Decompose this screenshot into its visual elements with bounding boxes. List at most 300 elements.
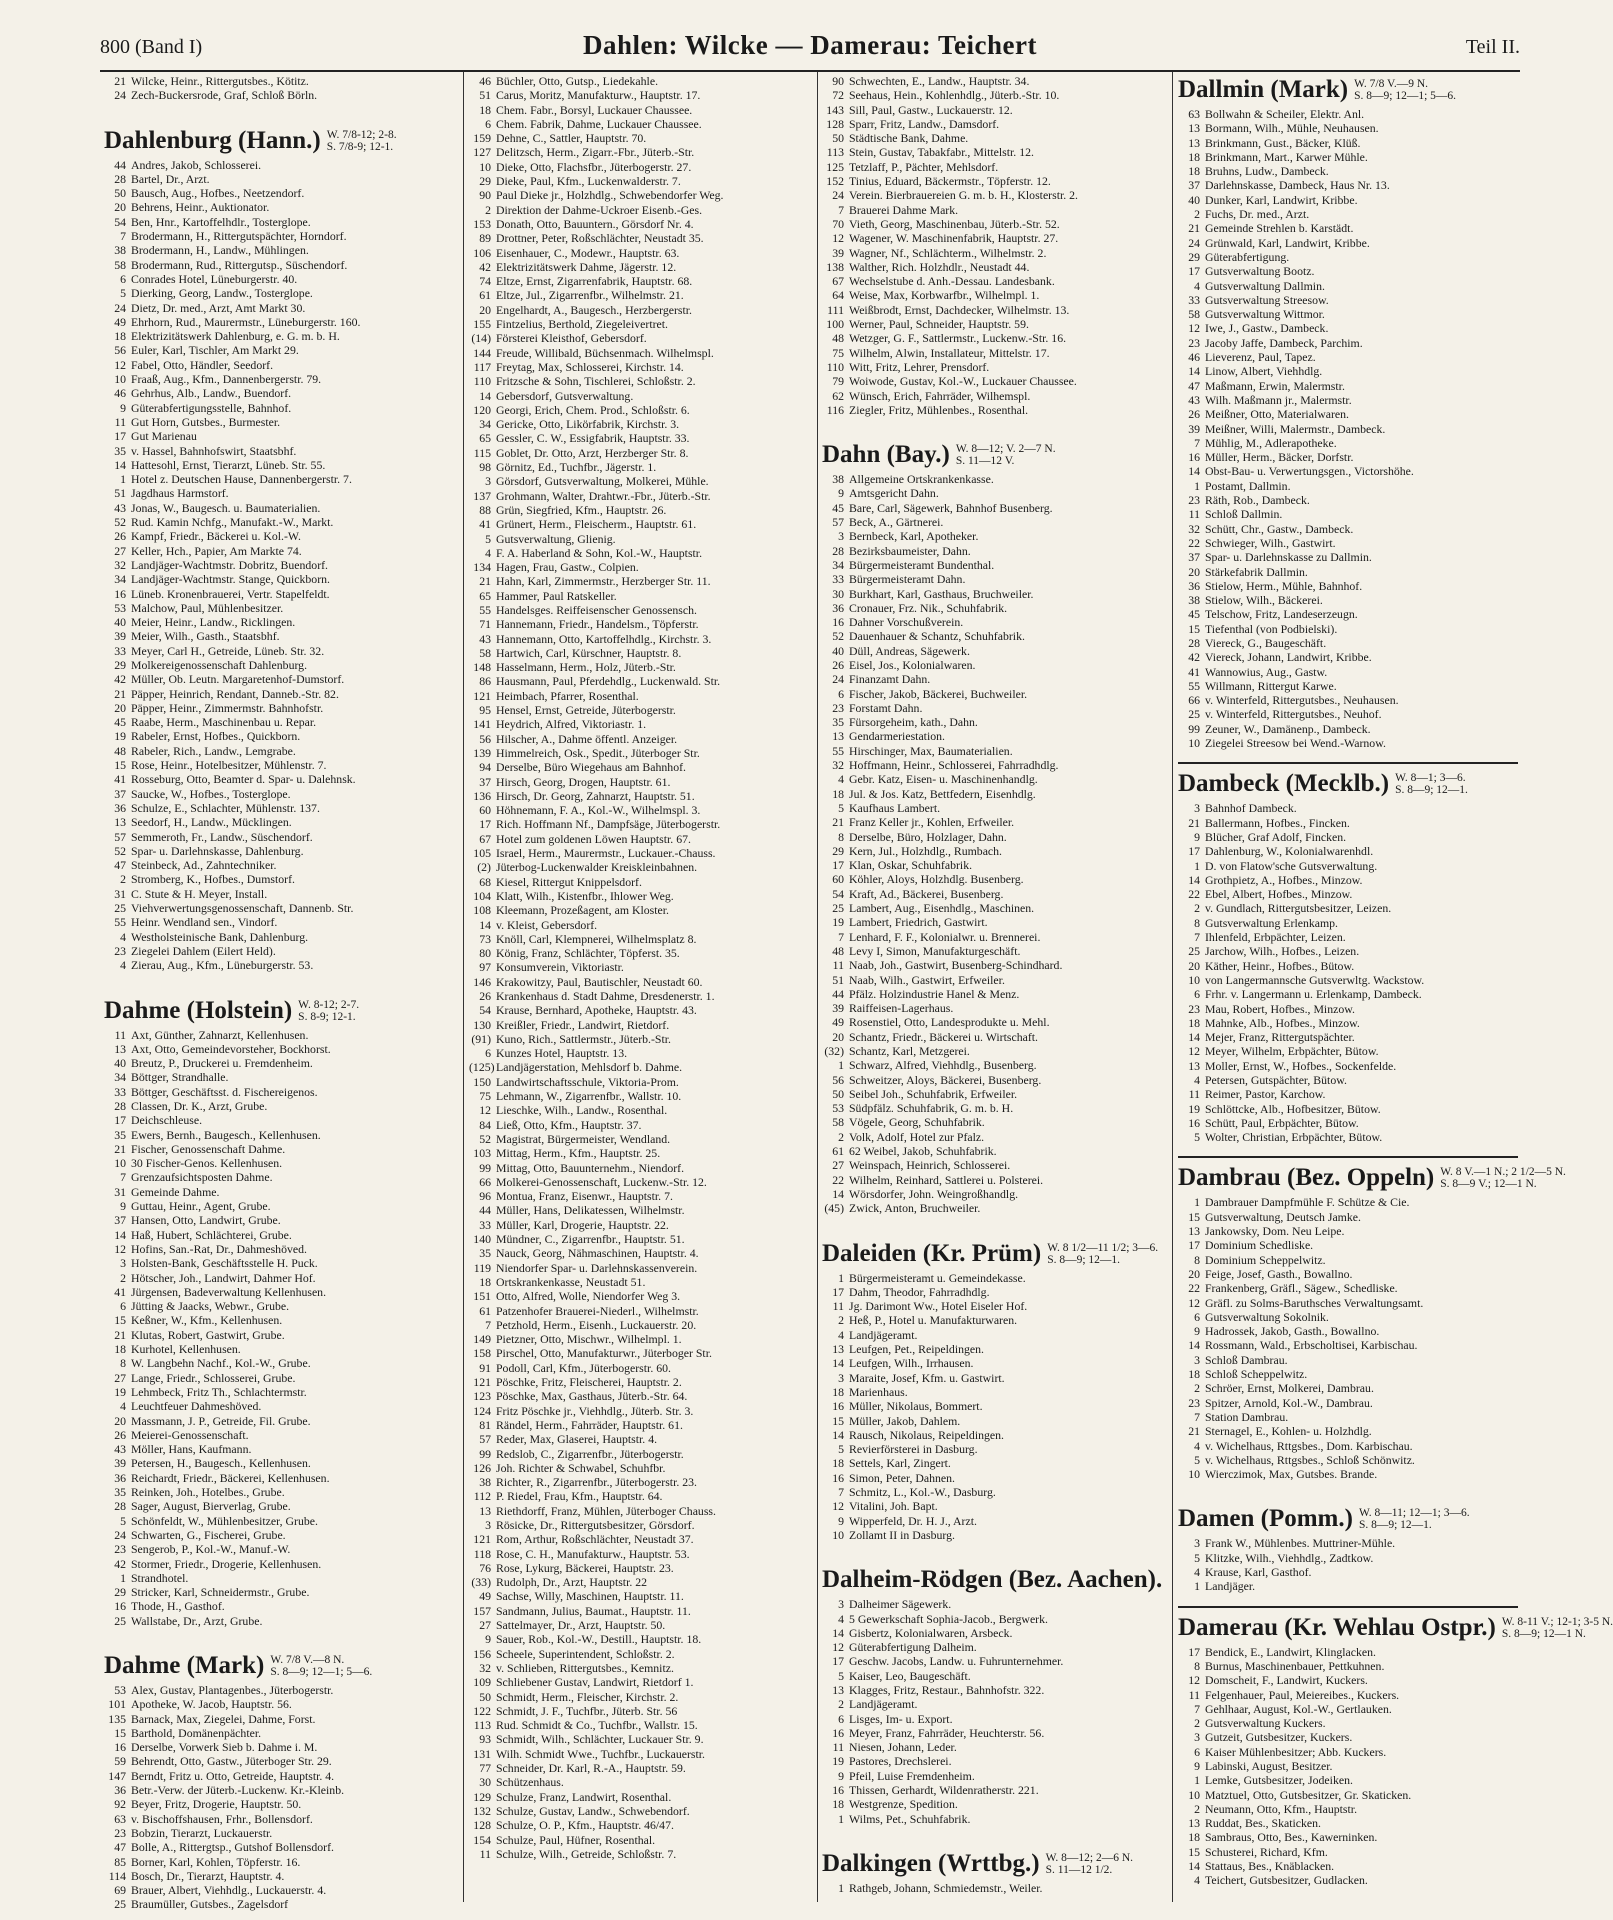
entry-number: 17 [114, 429, 126, 444]
entry-text: Landjägeramt. [849, 1697, 918, 1712]
entry-text: Gemeinde Strehlen b. Karstädt. [1205, 221, 1354, 236]
entry-number: 66 [1188, 693, 1200, 708]
entry-text: Schantz, Karl, Metzgerei. [849, 1044, 970, 1058]
entry-text: Freytag, Max, Schlosserei, Kirchstr. 14. [496, 359, 684, 374]
section-office-hours [1047, 1242, 1158, 1266]
entry-text: Böttger, Strandhalle. [131, 1070, 229, 1085]
entry-number: 50 [832, 1086, 844, 1101]
entry-text: Linow, Albert, Viehhdlg. [1205, 364, 1323, 379]
directory-entry [469, 889, 824, 903]
entry-text: Rosenstiel, Otto, Landesprodukte u. Mehl. [849, 1015, 1050, 1030]
entry-number: 5 [838, 1442, 844, 1457]
entry-number: 128 [473, 1818, 491, 1833]
entry-text: Stromberg, K., Hofbes., Dumstorf. [131, 872, 295, 887]
entry-number: 5 [120, 1513, 126, 1528]
entry-text: Keller, Hch., Papier, Am Markte 74. [131, 543, 302, 558]
directory-entry [1178, 293, 1518, 307]
directory-entry [822, 915, 1177, 929]
directory-entry [1178, 665, 1518, 679]
entry-number: 100 [826, 317, 844, 332]
entry-text: Barthold, Domänenpächter. [131, 1725, 262, 1740]
entry-text: Klatt, Wilh., Kistenfbr., Ihlower Weg. [496, 888, 674, 903]
directory-entry [104, 1285, 459, 1299]
directory-entry [104, 944, 459, 958]
entry-text: Dambrauer Dampfmühle F. Schütze & Cie. [1205, 1195, 1410, 1210]
entry-text: Spar- u. Darlehnskasse, Dahlenburg. [131, 843, 304, 858]
section-place-name: Dambrau (Bez. Oppeln) [1178, 1164, 1435, 1192]
entry-number: 5 [485, 531, 491, 546]
entry-text: Jonas, W., Baugesch. u. Baumaterialien. [131, 500, 321, 515]
directory-entry [104, 1385, 459, 1399]
entry-number: 21 [1188, 1424, 1200, 1439]
entry-number: 14 [1188, 464, 1200, 479]
directory-entry [822, 958, 1177, 972]
directory-entry [1178, 887, 1518, 901]
directory-entry [822, 1030, 1177, 1044]
entry-number: 13 [1188, 1058, 1200, 1073]
entry-text: Lambert, Aug., Eisenhdlg., Maschinen. [849, 901, 1035, 916]
entry-text: Bahnhof Dambeck. [1205, 801, 1297, 816]
directory-entry [1178, 1338, 1518, 1352]
directory-entry [822, 374, 1177, 388]
entry-number: 3 [838, 1597, 844, 1612]
entry-text: Mündner, C., Zigarrenfbr., Hauptstr. 51. [496, 1232, 685, 1247]
directory-entry [1178, 916, 1518, 930]
entry-text: Schwarz, Alfred, Viehhdlg., Busenberg. [849, 1058, 1037, 1073]
entry-number: 7 [838, 929, 844, 944]
entry-text: Stielow, Wilh., Bäckerei. [1205, 593, 1323, 608]
entry-text: Brauerei Dahme Mark. [849, 202, 959, 217]
section-place-name: Dalheim-Rödgen (Bez. Aachen). [822, 1566, 1163, 1594]
directory-entry [822, 1371, 1177, 1385]
entry-text: Bürgermeisteramt u. Gemeindekasse. [849, 1270, 1026, 1285]
entry-number: 16 [1188, 1115, 1200, 1130]
directory-entry [822, 844, 1177, 858]
entry-number: 4 [1194, 1873, 1200, 1888]
directory-entry [469, 960, 824, 974]
entry-number: 46 [479, 74, 491, 88]
entry-number: 17 [1188, 264, 1200, 279]
entry-text: Schulze, Franz, Landwirt, Rosenthal. [496, 1789, 672, 1804]
entry-text: Beck, A., Gärtnerei. [849, 515, 944, 530]
directory-entry [822, 274, 1177, 288]
entry-text: Felgenhauer, Paul, Meiereibes., Kuckers. [1205, 1687, 1400, 1702]
entry-number: 12 [1188, 1295, 1200, 1310]
directory-entry [469, 517, 824, 531]
entry-text: Postamt, Dallmin. [1205, 478, 1291, 493]
directory-entry [469, 1575, 824, 1589]
entry-text: Israel, Herm., Maurermstr., Luckauer.-Chauss. [496, 846, 716, 861]
directory-entry [1178, 1759, 1518, 1773]
entry-number: 18 [114, 1342, 126, 1357]
entry-number: 29 [114, 657, 126, 672]
entry-number: 155 [473, 317, 491, 332]
entry-number: 21 [114, 1141, 126, 1156]
entry-number: 119 [473, 1260, 491, 1275]
directory-entry [1178, 250, 1518, 264]
entry-text: Bollwahn & Scheiler, Elektr. Anl. [1205, 107, 1365, 121]
entry-number: 10 [832, 1527, 844, 1542]
entry-number: 2 [838, 1697, 844, 1712]
entry-number: 44 [114, 157, 126, 172]
entry-text: Gericke, Otto, Likörfabrik, Kirchstr. 3. [496, 417, 680, 432]
directory-entry [822, 1740, 1177, 1754]
entry-text: Leufgen, Wilh., Irrhausen. [849, 1356, 974, 1371]
directory-entry [1178, 450, 1518, 464]
office-hours-line: W. 8 V.—1 N.; 2 1/2—5 N. [1440, 1166, 1566, 1179]
entry-text: v. Schlieben, Rittergutsbes., Kemnitz. [496, 1660, 674, 1675]
directory-entry [1178, 1310, 1518, 1324]
entry-text: Zeuner, W., Damänenp., Dambeck. [1205, 721, 1371, 736]
entry-number: 39 [832, 1001, 844, 1016]
directory-entry [822, 1881, 1177, 1895]
directory-entry [1178, 565, 1518, 579]
entry-text: Otto, Alfred, Wolle, Niendorfer Weg 3. [496, 1289, 681, 1304]
directory-entry [469, 1375, 824, 1389]
entry-text: Südpfälz. Schuhfabrik, G. m. b. H. [849, 1101, 1014, 1116]
directory-entry [469, 946, 824, 960]
entry-number: 11 [114, 1027, 126, 1042]
directory-entry [469, 617, 824, 631]
directory-entry [822, 501, 1177, 515]
directory-entry [469, 646, 824, 660]
directory-entry [469, 1246, 824, 1260]
directory-entry [104, 372, 459, 386]
entry-number: 42 [479, 259, 491, 274]
directory-entry [469, 1003, 824, 1017]
entry-number: 10 [1188, 1787, 1200, 1802]
directory-entry [822, 887, 1177, 901]
entry-number: 131 [473, 1746, 491, 1761]
directory-entry [104, 715, 459, 729]
entry-number: 10 [1188, 972, 1200, 987]
entry-number: 16 [114, 1740, 126, 1755]
directory-entry [1178, 522, 1518, 536]
entry-text: Rose, C. H., Manufakturw., Hauptstr. 53. [496, 1546, 690, 1561]
entry-number: 16 [832, 1470, 844, 1485]
entry-text: Gisbertz, Kolonialwaren, Arsbeck. [849, 1625, 1013, 1640]
directory-entry [469, 1618, 824, 1632]
directory-entry [1178, 1102, 1518, 1116]
entry-number: 72 [832, 88, 844, 103]
directory-entry [822, 160, 1177, 174]
directory-entry [104, 88, 459, 102]
entry-number: 27 [114, 543, 126, 558]
entry-number: 4 [1194, 1438, 1200, 1453]
entry-number: 85 [114, 1854, 126, 1869]
entry-text: Schwechten, E., Landw., Hauptstr. 34. [849, 74, 1030, 88]
directory-entry [469, 817, 824, 831]
entry-number: 11 [114, 414, 126, 429]
entry-text: Schloß Scheppelwitz. [1205, 1367, 1308, 1382]
entry-number: 113 [473, 1718, 491, 1733]
directory-entry [1178, 1253, 1518, 1267]
directory-entry [469, 1275, 824, 1289]
office-hours-line: S. 7/8-9; 12-1. [326, 140, 394, 153]
entry-number: 148 [473, 660, 491, 675]
entry-text: Delitzsch, Herm., Zigarr.-Fbr., Jüterb.-Str. [496, 145, 695, 160]
directory-entry [822, 644, 1177, 658]
directory-entry [469, 674, 824, 688]
entry-text: Labinski, August, Besitzer. [1205, 1758, 1333, 1773]
directory-entry [1178, 479, 1518, 493]
entry-text: Naab, Joh., Gastwirt, Busenberg-Schindhard. [849, 958, 1063, 973]
entry-number: 18 [479, 102, 491, 117]
section-place-name: Daleiden (Kr. Prüm) [822, 1239, 1042, 1267]
entry-text: Heimbach, Pfarrer, Rosenthal. [496, 688, 639, 703]
directory-entry [822, 1442, 1177, 1456]
directory-entry [1178, 464, 1518, 478]
entry-text: Wünsch, Erich, Fahrräder, Wilhemspl. [849, 388, 1031, 403]
entry-text: Dauenhauer & Schantz, Schuhfabrik. [849, 629, 1025, 644]
directory-entry [104, 1271, 459, 1285]
entry-text: Gutsverwaltung Wittmor. [1205, 307, 1325, 322]
entry-number: 45 [114, 715, 126, 730]
entry-text: Müller, Jakob, Dahlem. [849, 1413, 961, 1428]
directory-entry [469, 1818, 824, 1832]
entry-number: 5 [1194, 1550, 1200, 1565]
directory-entry [822, 246, 1177, 260]
directory-entry [822, 1385, 1177, 1399]
entry-number: 11 [832, 1740, 844, 1755]
entry-text: Hadrossek, Jakob, Gasth., Bowallno. [1205, 1324, 1380, 1339]
entry-text: Maßmann, Erwin, Malermstr. [1205, 378, 1345, 393]
section-office-hours [1502, 1616, 1613, 1640]
entry-number: 17 [1188, 844, 1200, 859]
directory-entry [822, 74, 1177, 88]
entry-text: Ihlenfeld, Erbpächter, Leizen. [1205, 930, 1346, 945]
entry-text: Gut Horn, Gutsbes., Burmester. [131, 414, 281, 429]
entry-number: 152 [826, 174, 844, 189]
entry-text: Klitzke, Wilh., Viehhdlg., Zadtkow. [1205, 1550, 1374, 1565]
entry-text: Rosseburg, Otto, Beamter d. Spar- u. Dalehnsk. [131, 772, 356, 787]
entry-number: 3 [485, 1517, 491, 1532]
entry-text: Thode, H., Gasthof. [131, 1599, 225, 1614]
entry-text: Braumüller, Gutsbes., Zagelsdorf [131, 1897, 289, 1912]
directory-entry [822, 601, 1177, 615]
entry-number: 132 [473, 1803, 491, 1818]
directory-entry [104, 1028, 459, 1042]
directory-column-1 [104, 74, 459, 1912]
entry-number: 42 [114, 1556, 126, 1571]
directory-entry [104, 386, 459, 400]
directory-entry [104, 1697, 459, 1711]
directory-entry [822, 346, 1177, 360]
entry-number: 56 [832, 1072, 844, 1087]
entry-text: Guttau, Heinr., Agent, Grube. [131, 1199, 271, 1214]
entry-number: 116 [826, 402, 844, 417]
entry-text: Mau, Robert, Hofbes., Minzow. [1205, 1001, 1355, 1016]
entry-text: Fritz Pöschke jr., Viehhdlg., Jüterb. Str. 3. [496, 1403, 694, 1418]
entry-text: Petersen, Gutspächter, Bütow. [1205, 1073, 1347, 1087]
entry-number: 11 [832, 958, 844, 973]
entry-text: Wörsdorfer, John. Weingroßhandlg. [849, 1186, 1019, 1201]
entry-text: Ziegelei Streesow bei Wend.-Warnow. [1205, 736, 1386, 751]
directory-entry [469, 1661, 824, 1675]
entry-number: 109 [473, 1675, 491, 1690]
directory-entry [822, 1001, 1177, 1015]
entry-number: 14 [832, 1625, 844, 1640]
entry-number: 113 [826, 145, 844, 160]
entry-number: 54 [832, 886, 844, 901]
entry-number: 49 [832, 1015, 844, 1030]
entry-text: Elektrizitätswerk Dahlenburg, e. G. m. b. H. [131, 329, 340, 344]
entry-number: 36 [114, 800, 126, 815]
entry-text: Krakowitzy, Paul, Bautischler, Neustadt 60. [496, 974, 703, 989]
entry-text: Rausch, Nikolaus, Reipeldingen. [849, 1427, 1004, 1442]
entry-text: Rud. Kamin Nchfg., Manufakt.-W., Markt. [131, 515, 334, 530]
entry-text: Marienhaus. [849, 1384, 908, 1399]
entry-number: 47 [114, 858, 126, 873]
entry-text: Haß, Hubert, Schlächterei, Grube. [131, 1227, 292, 1242]
entry-number: 92 [114, 1797, 126, 1812]
entry-text: Drottner, Peter, Roßschlächter, Neustadt 35. [496, 231, 704, 246]
entry-text: Wagener, W. Maschinenfabrik, Hauptstr. 27. [849, 231, 1059, 246]
entry-number: 37 [1188, 178, 1200, 193]
directory-entry [1178, 407, 1518, 421]
entry-number: 6 [120, 271, 126, 286]
entry-number: 38 [479, 1475, 491, 1490]
entry-number: 14 [1188, 1859, 1200, 1874]
entry-text: Brauer, Albert, Viehhdlg., Luckauerstr. 4. [131, 1883, 327, 1898]
entry-number: (91) [471, 1031, 491, 1046]
entry-number: 37 [479, 774, 491, 789]
directory-entry [469, 760, 824, 774]
entry-text: Pfeil, Luise Fremdenheim. [849, 1768, 975, 1783]
entry-text: Hannemann, Friedr., Handelsm., Töpferstr. [496, 617, 699, 632]
entry-number: 12 [114, 357, 126, 372]
directory-entry [104, 1571, 459, 1585]
directory-entry [822, 331, 1177, 345]
entry-text: Kiesel, Rittergut Knippelsdorf. [496, 874, 642, 889]
entry-number: 7 [1194, 1701, 1200, 1716]
directory-entry [1178, 816, 1518, 830]
entry-number: 28 [114, 171, 126, 186]
entry-text: Wierczimok, Max, Gutsbes. Brande. [1205, 1467, 1378, 1482]
entry-text: Kaiser, Leo, Baugeschäft. [849, 1668, 971, 1683]
entry-text: Leuchtfeuer Dahmeshöved. [131, 1399, 262, 1414]
directory-entry [1178, 321, 1518, 335]
directory-entry [104, 1754, 459, 1768]
entry-number: 11 [1188, 1687, 1200, 1702]
entry-text: Schwarten, G., Fischerei, Grube. [131, 1527, 286, 1542]
entry-number: 14 [1188, 364, 1200, 379]
entry-text: Brinkmann, Mart., Karwer Mühle. [1205, 149, 1368, 164]
entry-number: 34 [114, 572, 126, 587]
entry-text: Tetzlaff, P., Pächter, Mehlsdorf. [849, 159, 999, 174]
entry-text: Brodermann, Rud., Rittergutsp., Süschendorf. [131, 257, 348, 272]
entry-text: Vitalini, Joh. Bapt. [849, 1499, 938, 1514]
entry-number: 35 [114, 1485, 126, 1500]
entry-number: 20 [832, 1029, 844, 1044]
directory-entry [104, 258, 459, 272]
entry-text: Kraft, Ad., Bäckerei, Busenberg. [849, 886, 1004, 901]
entry-number: 14 [114, 1227, 126, 1242]
section-place-name: Dahme (Mark) [104, 1651, 265, 1679]
directory-entry [469, 1804, 824, 1818]
entry-number: 81 [479, 1417, 491, 1432]
entry-number: 1 [1194, 1195, 1200, 1210]
entry-text: Alex, Gustav, Plantagenbes., Jüterbogerstr. [131, 1682, 334, 1697]
entry-number: 9 [120, 400, 126, 415]
entry-text: Gutsverwaltung Dallmin. [1205, 278, 1325, 293]
directory-entry [469, 1604, 824, 1618]
directory-entry [1178, 393, 1518, 407]
entry-number: 146 [473, 974, 491, 989]
entry-number: 71 [479, 617, 491, 632]
entry-number: 6 [838, 1711, 844, 1726]
entry-number: (45) [824, 1201, 844, 1216]
entry-text: F. A. Haberland & Sohn, Kol.-W., Hauptstr. [496, 545, 703, 560]
entry-number: 16 [114, 1599, 126, 1614]
entry-number: 57 [114, 829, 126, 844]
entry-text: Ließ, Otto, Kfm., Hauptstr. 37. [496, 1117, 642, 1132]
entry-text: Hammer, Paul Ratskeller. [496, 588, 617, 603]
entry-number: 17 [1188, 1238, 1200, 1253]
entry-text: Apotheke, W. Jacob, Hauptstr. 56. [131, 1697, 292, 1712]
entry-number: 1 [120, 472, 126, 487]
directory-entry [1178, 1238, 1518, 1252]
entry-number: 121 [473, 688, 491, 703]
entry-number: (125) [469, 1060, 495, 1075]
entry-number: 20 [114, 700, 126, 715]
directory-entry [469, 1132, 824, 1146]
directory-entry [822, 1640, 1177, 1654]
entry-text: Gendarmeriestation. [849, 729, 945, 744]
directory-entry [1178, 379, 1518, 393]
entry-number: 38 [832, 472, 844, 487]
entry-number: 97 [479, 960, 491, 975]
entry-text: Knöll, Carl, Klempnerei, Wilhelmsplatz 8. [496, 931, 697, 946]
directory-entry [104, 1599, 459, 1613]
entry-text: Spar- u. Darlehnskasse zu Dallmin. [1205, 550, 1372, 565]
entry-text: Vieth, Georg, Maschinenbau, Jüterb.-Str. 52. [849, 216, 1060, 231]
directory-entry [1178, 1410, 1518, 1424]
entry-number: 3 [838, 529, 844, 544]
entry-number: 42 [114, 672, 126, 687]
directory-entry [822, 1797, 1177, 1811]
directory-entry [822, 901, 1177, 915]
directory-entry [104, 1242, 459, 1256]
entry-text: Sauer, Rob., Kol.-W., Destill., Hauptstr. 18. [496, 1632, 702, 1647]
entry-text: Müller, Karl, Drogerie, Hauptstr. 22. [496, 1217, 669, 1232]
directory-entry [104, 830, 459, 844]
directory-entry [104, 1740, 459, 1754]
directory-entry [469, 1289, 824, 1303]
entry-number: 75 [479, 1089, 491, 1104]
column-divider [463, 72, 464, 1902]
entry-number: 25 [832, 901, 844, 916]
entry-number: 40 [114, 615, 126, 630]
entry-text: Molkereigenossenschaft Dahlenburg. [131, 657, 308, 672]
entry-number: 14 [1188, 1030, 1200, 1045]
directory-entry [469, 317, 824, 331]
entry-text: Müller, Hans, Delikatessen, Wilhelmstr. [496, 1203, 685, 1218]
page-number: 800 (Band I) [100, 36, 203, 58]
directory-entry [1178, 1788, 1518, 1802]
entry-text: Meyer, Franz, Fahrräder, Heuchterstr. 56. [849, 1725, 1045, 1740]
directory-entry [104, 229, 459, 243]
entry-number: 65 [479, 431, 491, 446]
entry-text: Pöschke, Fritz, Fleischerei, Hauptstr. 2. [496, 1375, 682, 1390]
directory-entry [104, 901, 459, 915]
directory-entry [822, 1115, 1177, 1129]
entry-number: 127 [473, 145, 491, 160]
entry-text: Hilscher, A., Dahme öffentl. Anzeiger. [496, 731, 678, 746]
office-hours-line: W. 8 1/2—11 1/2; 3—6. [1047, 1241, 1159, 1254]
directory-entry [104, 286, 459, 300]
entry-text: Pastores, Drechslerei. [849, 1754, 952, 1769]
